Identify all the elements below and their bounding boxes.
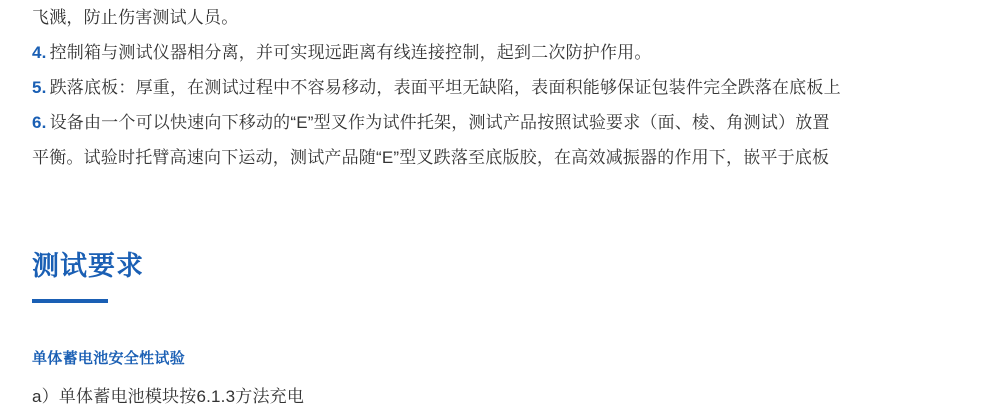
list-item-text: 控制箱与测试仪器相分离，并可实现远距离有线连接控制，起到二次防护作用。 xyxy=(49,43,652,62)
section-spacer xyxy=(32,175,968,249)
subsection-heading: 单体蓄电池安全性试验 xyxy=(32,350,186,367)
list-item xyxy=(32,70,968,105)
list-item-continuation: 平衡。试验时托臂高速向下运动，测试产品随“E”型叉跌落至底版胶，在高效减振器的作用下，嵌平于底板 xyxy=(32,148,830,167)
list-item-number: 6. xyxy=(32,113,47,132)
list-item-number: 4. xyxy=(32,43,47,62)
numbered-list-block xyxy=(32,0,968,175)
list-item-text: 设备由一个可以快速向下移动的“E”型叉作为试件托架，测试产品按照试验要求（面、棱、角测试）放置 xyxy=(49,113,830,132)
section-heading: 测试要求 xyxy=(32,251,144,281)
list-item-number: 5. xyxy=(32,78,47,97)
subsection-body-text: a）单体蓄电池模块按6.1.3方法充电 xyxy=(32,387,305,406)
top-text-fragment: 飞溅，防止伤害测试人员。 xyxy=(32,8,239,27)
list-item xyxy=(32,105,968,140)
list-item xyxy=(32,35,968,70)
list-item-text: 跌落底板：厚重，在测试过程中不容易移动，表面平坦无缺陷，表面积能够保证包装件完全跌落在底板上 xyxy=(49,78,841,97)
subsection-spacer xyxy=(32,303,968,347)
